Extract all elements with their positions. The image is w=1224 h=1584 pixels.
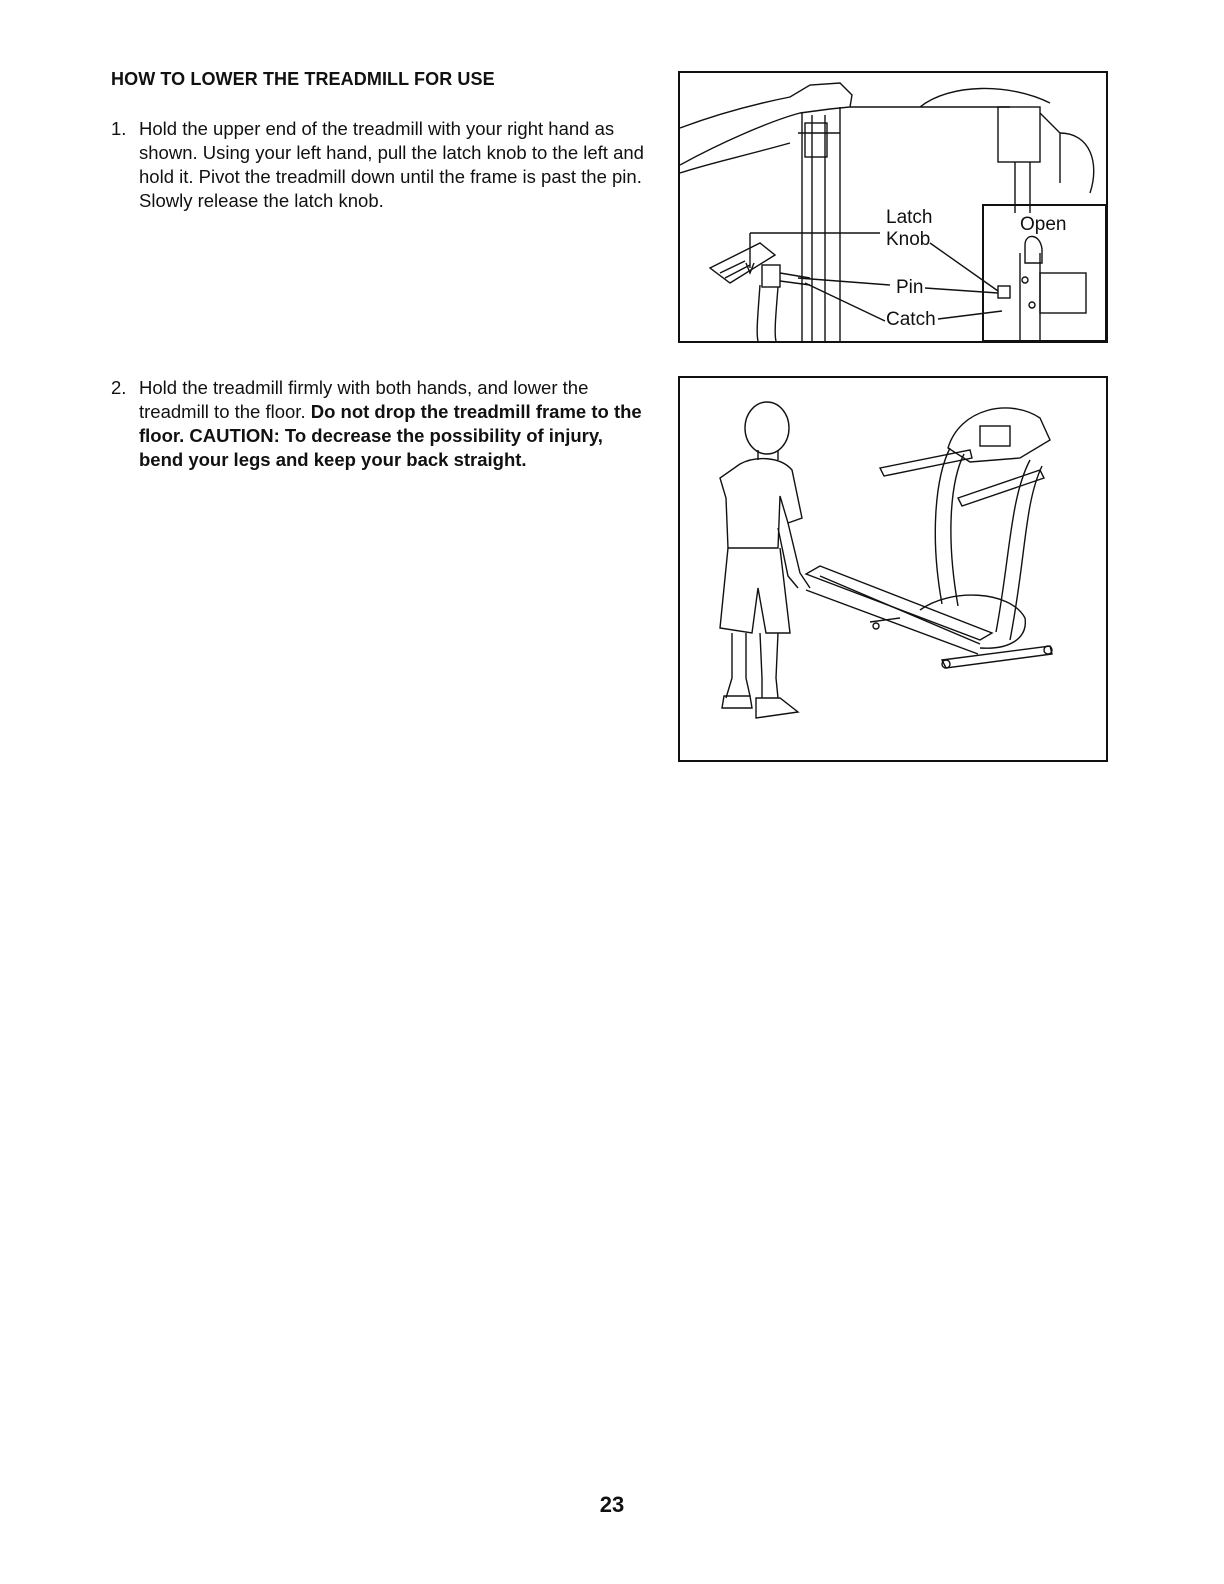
figure-latch-knob xyxy=(678,71,1108,343)
step-1-text: Hold the upper end of the treadmill with your right hand as shown. Using your left hand, pull the latch knob to the left and hold it. Pivot the treadmill down until the frame is past the pin. Slowly release the latch knob. xyxy=(139,118,644,211)
step-2-caution: Do not drop the treadmill frame to the floor. CAUTION: To decrease the possibility of injury, bend your legs and keep your back straight. xyxy=(139,401,642,470)
step-2-text-block xyxy=(139,376,644,472)
step-2-number: 2. xyxy=(111,377,127,398)
section-heading: HOW TO LOWER THE TREADMILL FOR USE xyxy=(111,69,495,89)
step-2-text: Hold the treadmill firmly with both hands, and lower the treadmill to the floor. xyxy=(139,377,589,422)
label-latch: Latch xyxy=(886,207,933,228)
label-open: Open xyxy=(1020,214,1067,235)
figure-lowering-treadmill xyxy=(678,376,1108,762)
step-1-number: 1. xyxy=(111,118,127,139)
lowering-illustration xyxy=(680,378,1106,760)
label-catch: Catch xyxy=(886,309,936,330)
label-knob: Knob xyxy=(886,229,931,250)
label-pin: Pin xyxy=(896,277,924,298)
page-number: 23 xyxy=(599,1492,625,1517)
